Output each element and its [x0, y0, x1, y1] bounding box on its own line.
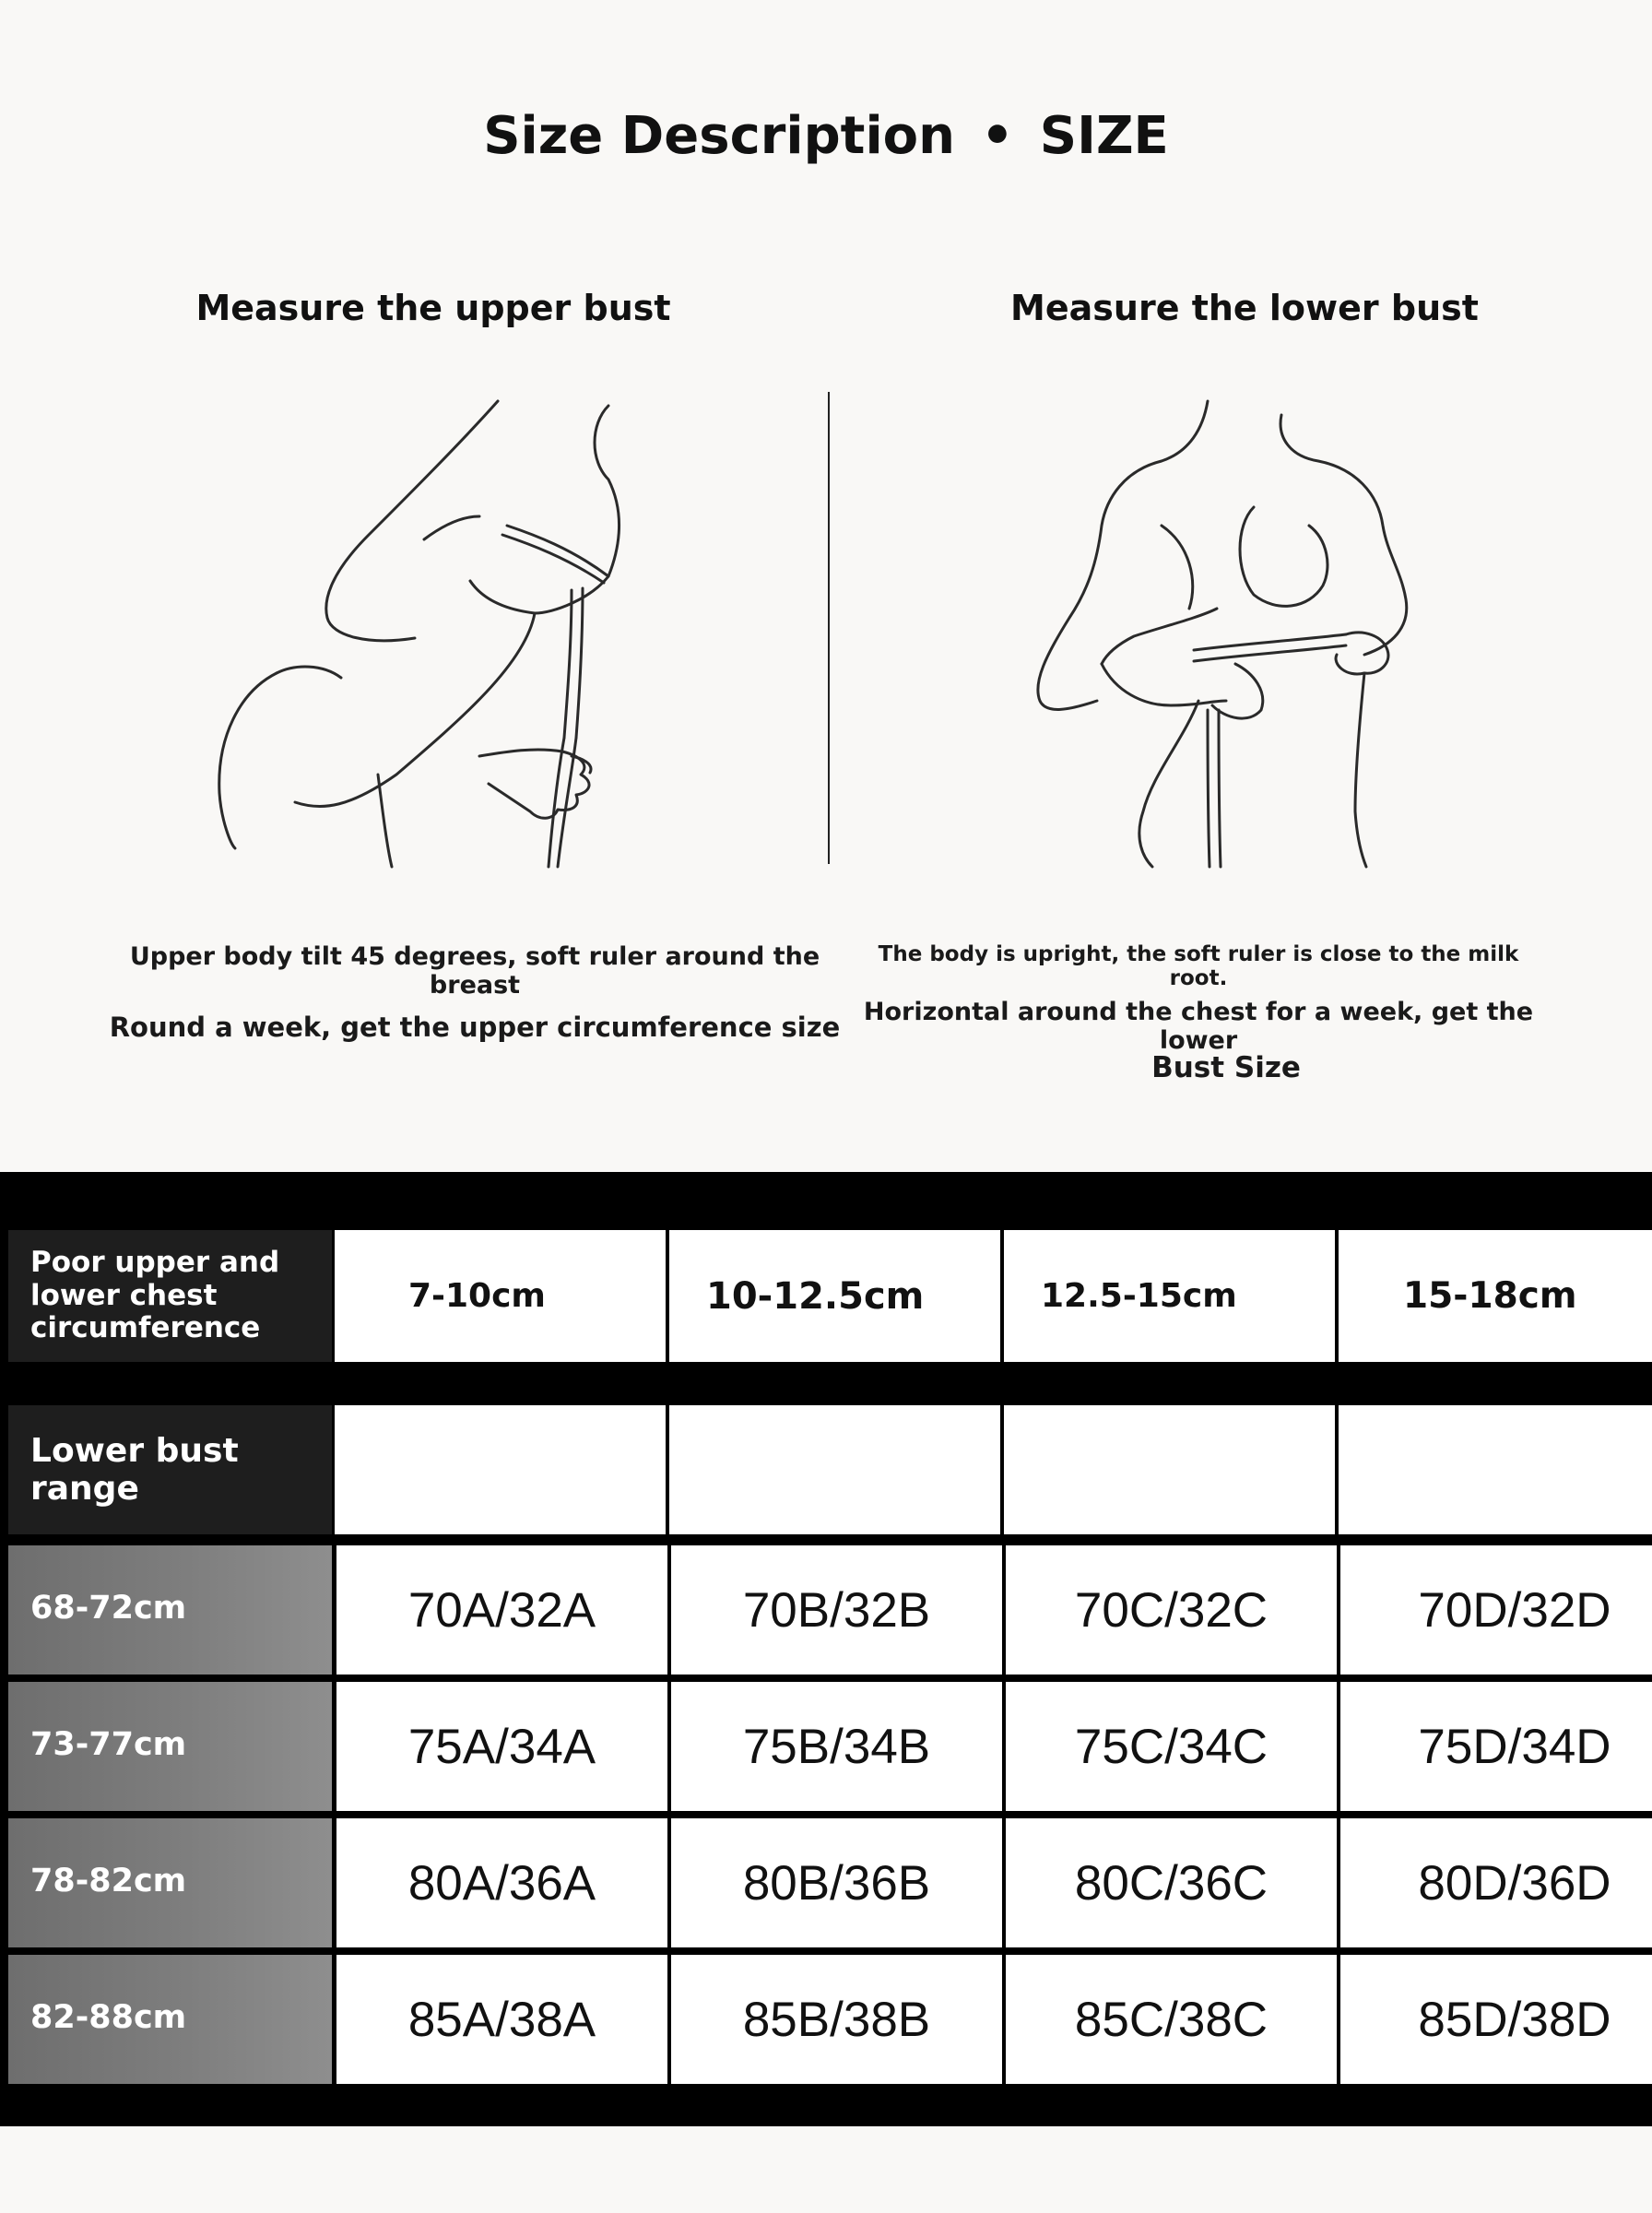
upper-bust-heading: Measure the upper bust — [195, 288, 671, 328]
page-title — [0, 106, 1652, 166]
lower-bust-illustration — [1014, 387, 1475, 876]
size-cell: 80A/36A — [336, 1818, 667, 1947]
size-cell: 80D/36D — [1340, 1818, 1652, 1947]
size-cell: 70D/32D — [1340, 1545, 1652, 1675]
size-cell: 85A/38A — [336, 1955, 667, 2084]
empty-cell — [1004, 1405, 1335, 1534]
diff-value: 12.5-15cm — [1004, 1230, 1335, 1362]
title-left: Size Description — [483, 106, 955, 166]
size-cell: 75D/34D — [1340, 1682, 1652, 1811]
size-cell: 85D/38D — [1340, 1955, 1652, 2084]
size-cell: 85B/38B — [671, 1955, 1002, 2084]
size-cell: 80C/36C — [1006, 1818, 1337, 1947]
upper-caption-1: Upper body tilt 45 degrees, soft ruler around the breast — [129, 942, 820, 1000]
size-cell: 75B/34B — [671, 1682, 1002, 1811]
title-dot: • — [980, 106, 1014, 166]
size-cell: 80B/36B — [671, 1818, 1002, 1947]
upper-caption-2: Round a week, get the upper circumference size — [109, 1012, 841, 1043]
empty-cell — [669, 1405, 1000, 1534]
empty-cell — [1339, 1405, 1652, 1534]
bottom-margin — [0, 2126, 1652, 2213]
diff-value: 10-12.5cm — [669, 1230, 1000, 1362]
size-cell: 85C/38C — [1006, 1955, 1337, 2084]
lower-caption-2: Horizontal around the chest for a week, get the lower — [863, 998, 1534, 1055]
title-right: SIZE — [1039, 106, 1169, 166]
upper-bust-illustration — [184, 387, 664, 876]
size-cell: 70A/32A — [336, 1545, 667, 1675]
diff-value: 15-18cm — [1339, 1230, 1652, 1362]
lower-caption-1: The body is upright, the soft ruler is close to the milk root. — [878, 942, 1519, 990]
empty-cell — [335, 1405, 666, 1534]
size-cell: 70C/32C — [1006, 1545, 1337, 1675]
range-header: Lower bust range — [8, 1405, 332, 1534]
size-table — [0, 1172, 1652, 2126]
diff-header: Poor upper and lower chest circumference — [8, 1230, 332, 1362]
range-cell: 78-82cm — [8, 1818, 332, 1947]
lower-bust-heading: Measure the lower bust — [1010, 288, 1479, 328]
range-cell: 82-88cm — [8, 1955, 332, 2084]
range-cell: 68-72cm — [8, 1545, 332, 1675]
panel-divider — [828, 392, 830, 864]
size-cell: 70B/32B — [671, 1545, 1002, 1675]
range-cell: 73-77cm — [8, 1682, 332, 1811]
lower-caption-3: Bust Size — [1151, 1051, 1301, 1084]
diff-value: 7-10cm — [335, 1230, 666, 1362]
size-cell: 75A/34A — [336, 1682, 667, 1811]
size-cell: 75C/34C — [1006, 1682, 1337, 1811]
